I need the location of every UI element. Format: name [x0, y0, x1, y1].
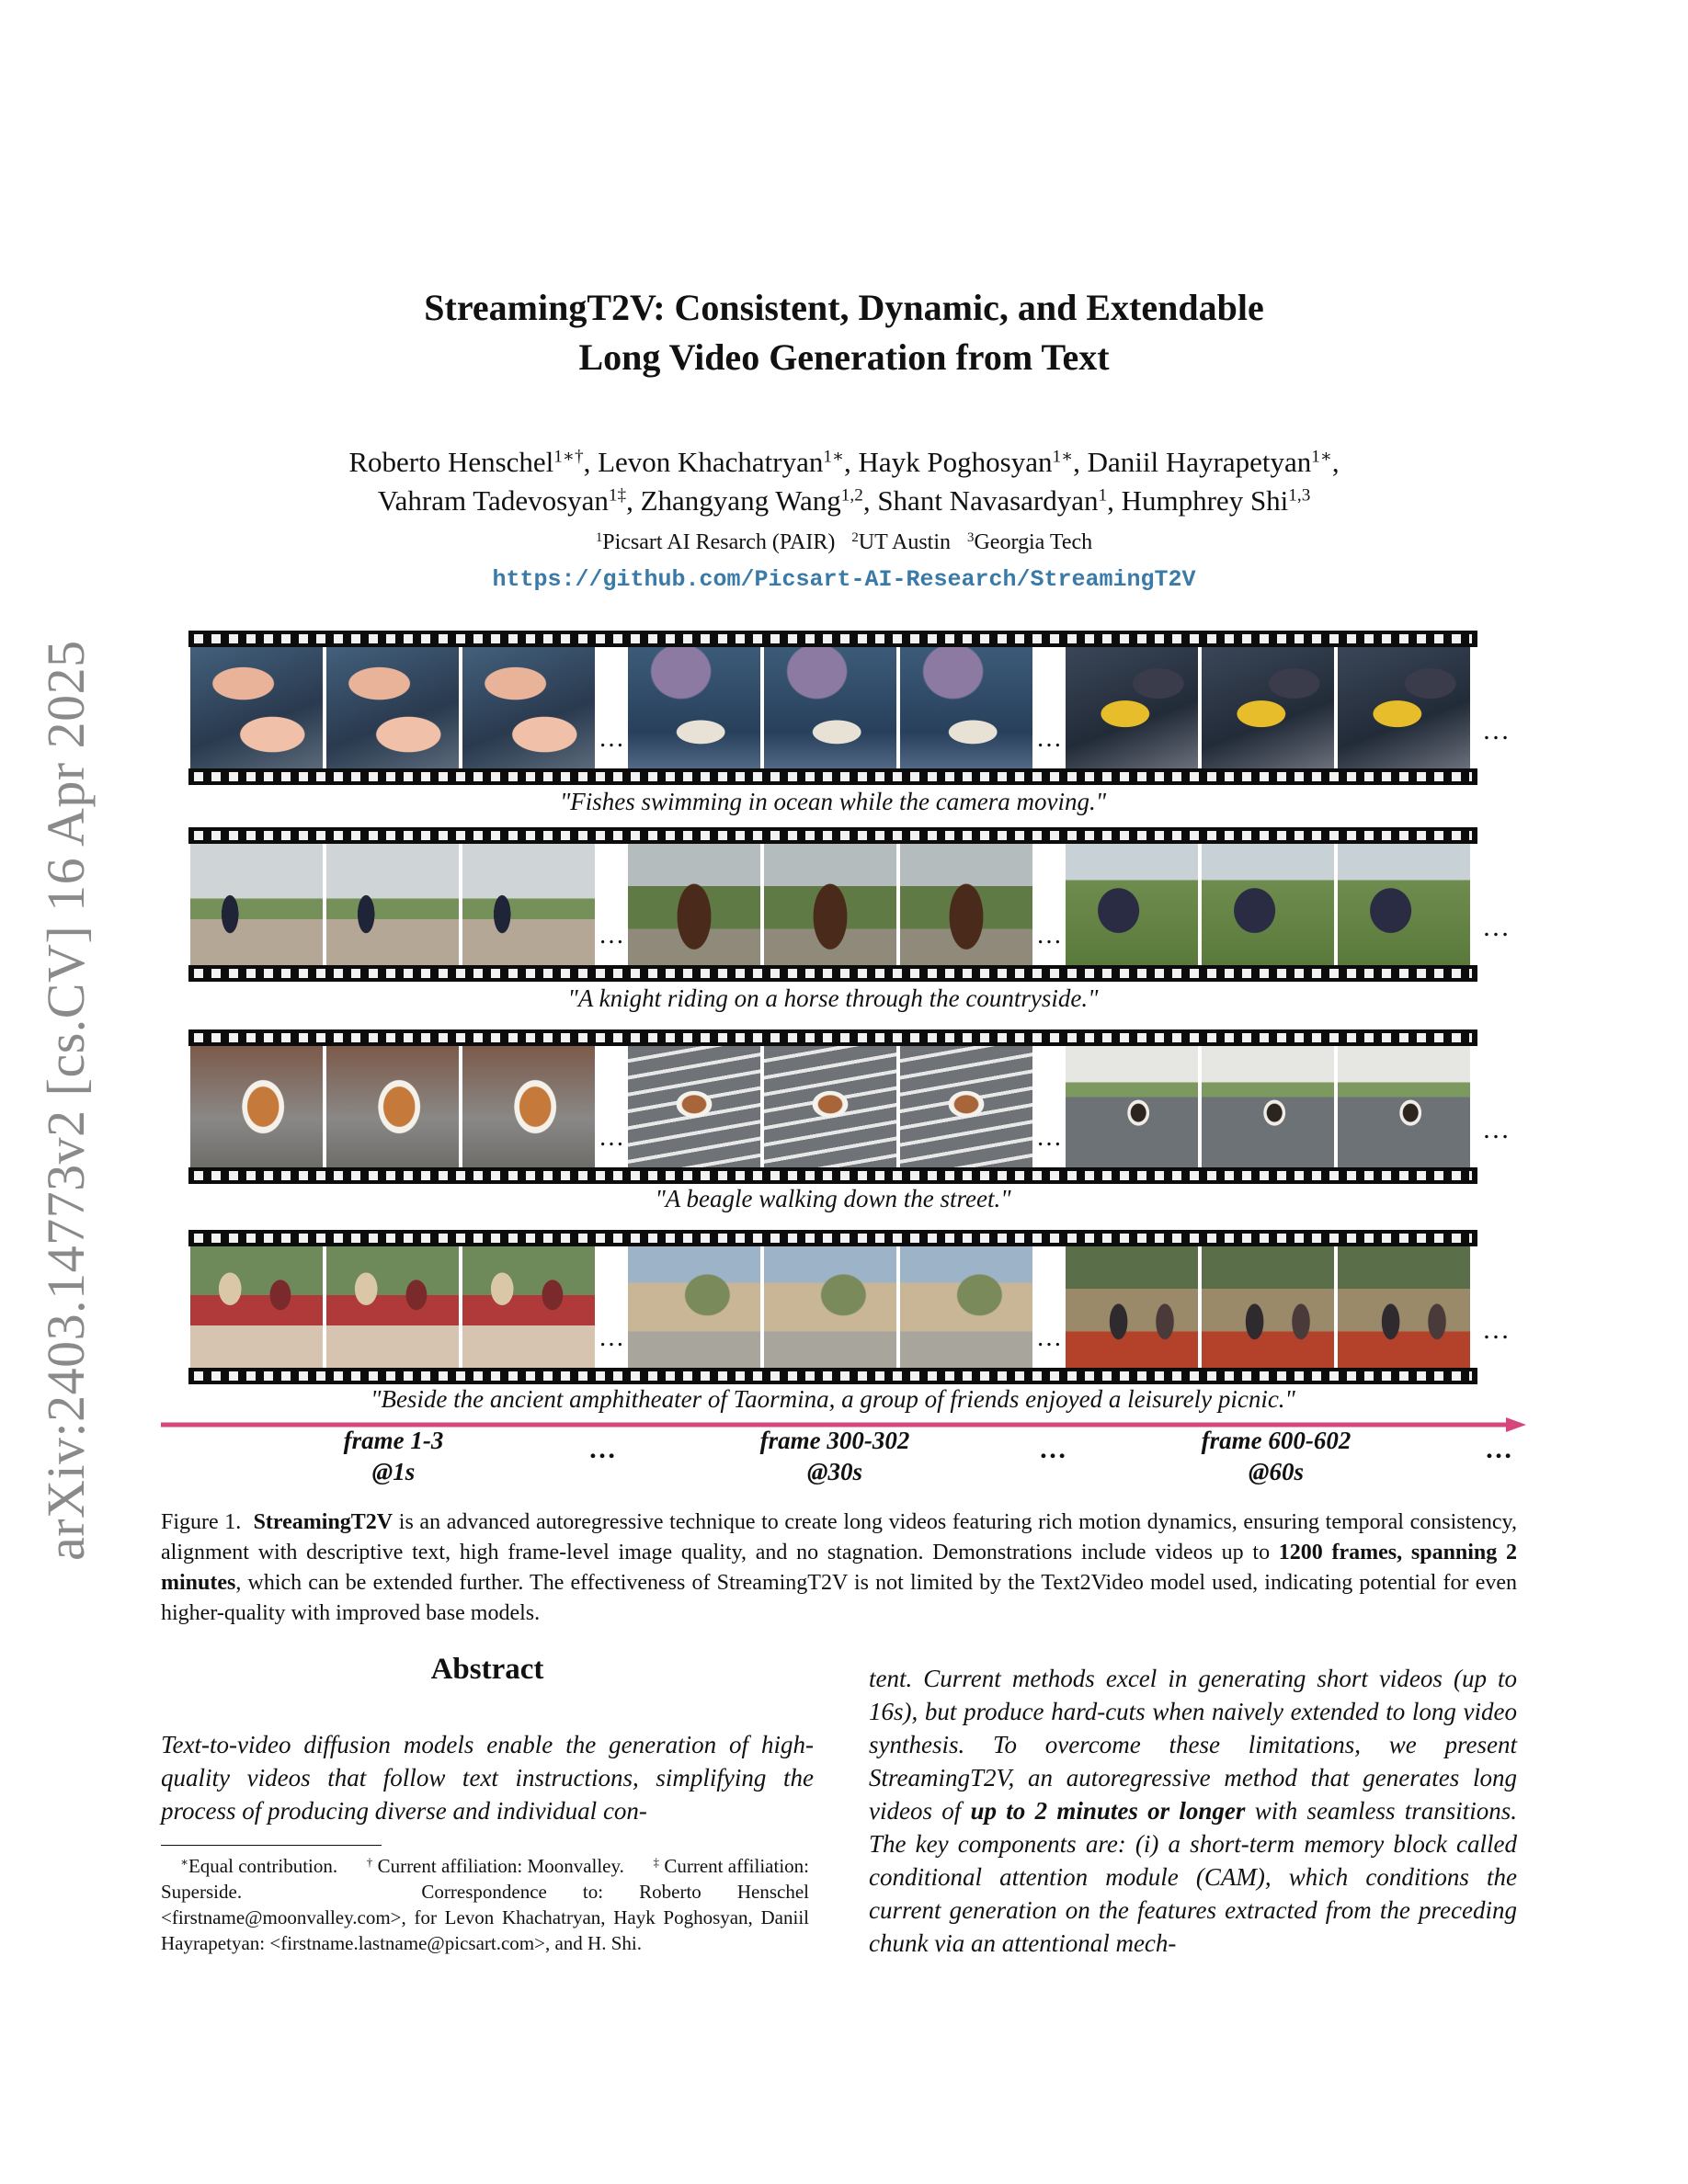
frame-gap	[599, 1046, 624, 1167]
caption-text-1: is an advanced autoregressive technique to create long videos featuring rich motion dynamics, ensuring temporal consistency, alignment with descriptive text, high frame-level image quality, and no stagnation. Demonstrations include videos up to	[161, 1510, 1517, 1564]
author-line-2	[0, 482, 1688, 520]
repository-link[interactable]: https://github.com/Picsart-AI-Research/StreamingT2V	[492, 566, 1196, 593]
author-separator: ,	[626, 484, 641, 517]
figure-caption	[161, 1507, 1517, 1629]
author-name: Shant Navasardyan	[877, 484, 1099, 517]
film-sprockets	[194, 1371, 1472, 1381]
author-name: Vahram Tadevosyan	[377, 484, 609, 517]
film-strip	[188, 827, 1477, 982]
film-sprockets	[194, 634, 1472, 643]
author-separator: ,	[583, 446, 599, 478]
title-line-1: StreamingT2V: Consistent, Dynamic, and Extendable	[424, 287, 1264, 328]
ellipsis: …	[599, 1123, 624, 1152]
correspondence-note: Correspondence to: Roberto Henschel <firstname@moonvalley.com>, for Levon Khachatryan, Hayk Poghosyan, Daniil Hayrapetyan: <firstname.lastname@picsart.com>, and H. Shi.	[161, 1881, 809, 1954]
affiliation-mark: 3	[967, 529, 975, 545]
video-frame	[190, 1046, 323, 1167]
author-name: Levon Khachatryan	[598, 446, 824, 478]
video-frame	[1066, 647, 1198, 768]
timeline-time: @30s	[807, 1458, 862, 1485]
video-frame	[326, 647, 459, 768]
caption-label: Figure 1.	[161, 1510, 242, 1534]
author-affiliation-marks: 1∗	[1311, 447, 1332, 467]
timeline-ellipsis: …	[1485, 1434, 1512, 1464]
video-frame	[326, 1246, 459, 1368]
author-affiliation-marks: 1	[1098, 485, 1108, 506]
author-affiliation-marks: 1‡	[608, 485, 627, 506]
trailing-ellipsis: …	[1482, 715, 1510, 745]
arxiv-side-stamp: arXiv:2403.14773v2 [cs.CV] 16 Apr 2025	[36, 640, 96, 1561]
author-name: Zhangyang Wang	[640, 484, 841, 517]
video-frame	[190, 647, 323, 768]
frame-gap	[599, 1246, 624, 1368]
video-frame	[900, 1246, 1032, 1368]
author-affiliation-marks: 1∗	[1052, 447, 1074, 467]
caption-emph-method: StreamingT2V	[253, 1510, 393, 1534]
caption-emph-length: 1200 frames, spanning 2 minutes	[161, 1541, 1518, 1595]
author-name: Roberto Henschel	[348, 446, 554, 478]
abstract-emph: up to 2 minutes or longer	[970, 1797, 1246, 1825]
video-frame	[628, 1046, 760, 1167]
video-frame	[764, 844, 896, 965]
frame-gap	[599, 647, 624, 768]
author-affiliation-marks: 1∗†	[553, 447, 584, 467]
video-frame	[462, 844, 595, 965]
frame-gap	[1036, 647, 1062, 768]
equal-contribution-note: Equal contribution.	[188, 1855, 338, 1877]
double-dagger-mark: ‡	[653, 1854, 660, 1869]
timeline-label	[715, 1425, 954, 1487]
affiliation-name: Georgia Tech	[974, 530, 1093, 554]
author-separator: ,	[844, 446, 859, 478]
video-frame	[900, 1046, 1032, 1167]
ellipsis: …	[599, 921, 624, 950]
strip-prompt-caption: "Fishes swimming in ocean while the camera moving."	[559, 788, 1107, 815]
author-affiliation-marks: 1,2	[840, 485, 863, 506]
affiliation-name: UT Austin	[858, 530, 952, 554]
timeline-frames: frame 600-602	[1201, 1427, 1352, 1454]
video-frame	[764, 647, 896, 768]
ellipsis: …	[1036, 724, 1062, 753]
affiliation-list	[0, 528, 1688, 557]
video-frame	[190, 844, 323, 965]
footnotes	[161, 1853, 809, 1956]
author-separator: ,	[1107, 484, 1122, 517]
author-separator: ,	[1331, 446, 1340, 478]
video-frame	[326, 844, 459, 965]
video-frame	[764, 1246, 896, 1368]
timeline-time: @1s	[371, 1458, 416, 1485]
author-list	[0, 443, 1688, 520]
paper-title	[0, 283, 1688, 382]
dagger-note: Current affiliation: Moonvalley.	[372, 1855, 624, 1877]
affiliation-name: Picsart AI Resarch (PAIR)	[602, 530, 836, 554]
author-separator: ,	[862, 484, 878, 517]
video-frame	[1338, 1046, 1470, 1167]
video-frame	[628, 844, 760, 965]
equal-contribution-mark: ∗	[180, 1854, 188, 1869]
strip-prompt-caption: "A beagle walking down the street."	[655, 1185, 1011, 1212]
strip-prompt-caption: "Beside the ancient amphitheater of Taormina, a group of friends enjoyed a leisurely picnic."	[371, 1385, 1295, 1413]
ellipsis: …	[599, 724, 624, 753]
timeline-label	[274, 1425, 513, 1487]
video-frame	[1066, 1246, 1198, 1368]
frame-gap	[1036, 1046, 1062, 1167]
timeline-frames: frame 300-302	[759, 1427, 910, 1454]
abstract-right-part-2: with seamless transitions. The key components are: (i) a short-term memory block called conditional attention module (CAM), which conditions the current generation on the features extracted from the preceding chunk via an attentional mech-	[869, 1797, 1518, 1957]
trailing-ellipsis: …	[1482, 1314, 1510, 1345]
video-frame	[764, 1046, 896, 1167]
abstract-text-left: Text-to-video diffusion models enable the generation of high-quality videos that follow text instructions, simplifying the process of producing diverse and individual con-	[161, 1731, 814, 1825]
video-frame	[190, 1246, 323, 1368]
trailing-ellipsis: …	[1482, 912, 1510, 942]
film-sprockets	[194, 969, 1472, 978]
video-frame	[900, 844, 1032, 965]
video-frame	[628, 1246, 760, 1368]
trailing-ellipsis: …	[1482, 1114, 1510, 1144]
video-frame	[1338, 647, 1470, 768]
author-affiliation-marks: 1∗	[823, 447, 845, 467]
video-frame	[1202, 1046, 1334, 1167]
video-frame	[900, 647, 1032, 768]
film-strip	[188, 1029, 1477, 1184]
film-sprockets	[194, 1234, 1472, 1243]
video-frame	[326, 1046, 459, 1167]
video-frame	[1066, 844, 1198, 965]
film-sprockets	[194, 831, 1472, 840]
video-frame	[1202, 1246, 1334, 1368]
video-frame	[628, 647, 760, 768]
timeline-ellipsis: …	[1039, 1434, 1066, 1464]
film-sprockets	[194, 1033, 1472, 1042]
film-sprockets	[194, 772, 1472, 781]
video-frame	[462, 1246, 595, 1368]
affiliation-mark: 2	[851, 529, 859, 545]
abstract-right-part-1: tent. Current methods excel in generating short videos (up to 16s), but produce hard-cuts when naively extended to long video synthesis. To overcome these limitations, we present StreamingT2V, an autoregressive method that generates long videos of	[869, 1665, 1517, 1825]
ellipsis: …	[1036, 1324, 1062, 1352]
video-frame	[462, 647, 595, 768]
timeline-time: @60s	[1249, 1458, 1304, 1485]
author-name: Daniil Hayrapetyan	[1087, 446, 1312, 478]
timeline-label	[1157, 1425, 1396, 1487]
timeline-frames: frame 1-3	[343, 1427, 444, 1454]
video-frame	[1202, 647, 1334, 768]
frame-gap	[1036, 1246, 1062, 1368]
abstract-heading: Abstract	[430, 1653, 544, 1686]
ellipsis: …	[1036, 921, 1062, 950]
footnote-divider	[161, 1845, 382, 1846]
affiliation-mark: 1	[595, 529, 603, 545]
video-frame	[1066, 1046, 1198, 1167]
title-line-2: Long Video Generation from Text	[578, 336, 1110, 378]
video-frame	[462, 1046, 595, 1167]
timeline-ellipsis: …	[588, 1434, 616, 1464]
film-strip	[188, 631, 1477, 785]
author-name: Humphrey Shi	[1121, 484, 1289, 517]
film-sprockets	[194, 1171, 1472, 1180]
video-frame	[1202, 844, 1334, 965]
author-line-1	[0, 443, 1688, 482]
frame-gap	[1036, 844, 1062, 965]
frame-gap	[599, 844, 624, 965]
author-affiliation-marks: 1,3	[1288, 485, 1311, 506]
author-name: Hayk Poghosyan	[858, 446, 1053, 478]
video-frame	[1338, 1246, 1470, 1368]
film-strip	[188, 1230, 1477, 1384]
author-separator: ,	[1073, 446, 1088, 478]
ellipsis: …	[1036, 1123, 1062, 1152]
dagger-mark: †	[366, 1854, 373, 1869]
video-frame	[1338, 844, 1470, 965]
caption-text-2: , which can be extended further. The effectiveness of StreamingT2V is not limited by the Text2Video model used, indicating potential for even higher-quality with improved base models.	[161, 1571, 1517, 1625]
abstract-text-right	[869, 1662, 1517, 1960]
ellipsis: …	[599, 1324, 624, 1352]
double-dagger-note: Current affiliation: Superside.	[161, 1855, 810, 1903]
strip-prompt-caption: "A knight riding on a horse through the countryside."	[567, 984, 1099, 1012]
